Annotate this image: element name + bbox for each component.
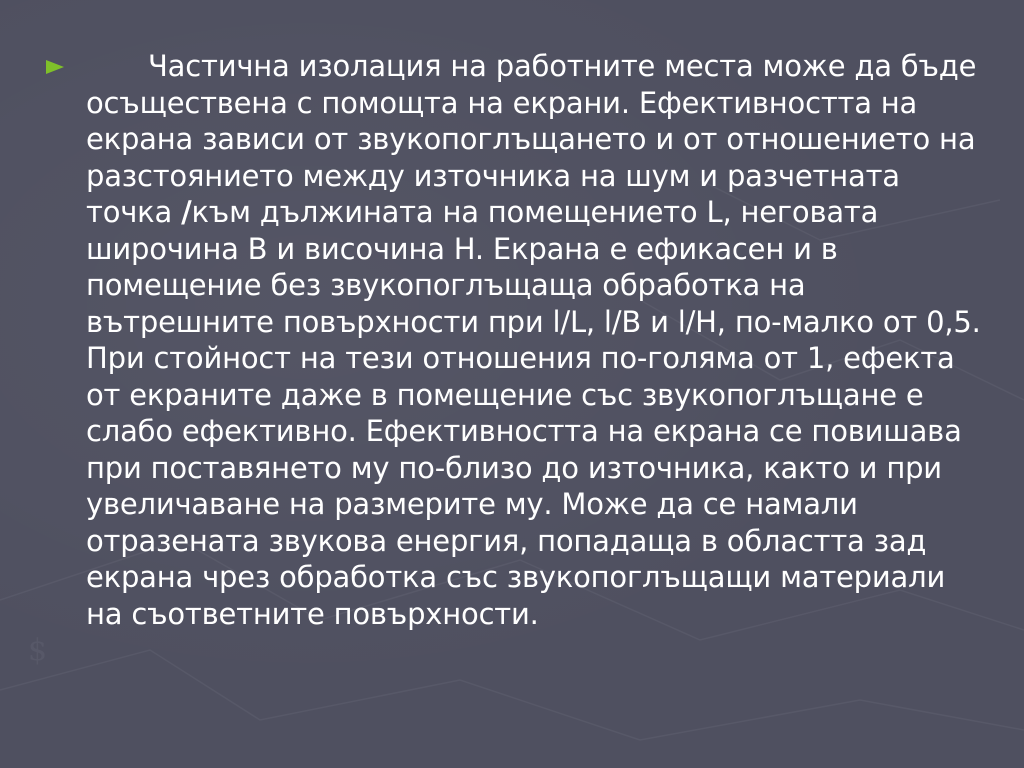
body-paragraph [86, 48, 986, 632]
paragraph-slash: / [181, 195, 192, 229]
paragraph-text-part1: Частична изолация на работните места може да бъде осъществена с помощта на екрани. Ефективността на екрана зависи от звукопоглъщането и от отношението на разстоянието между източника на шум и разчетната точка [86, 49, 977, 229]
triangle-bullet-icon [46, 60, 64, 74]
svg-text:$: $ [28, 633, 48, 668]
paragraph-text-part2: към дължината на помещението L, неговата широчина B и височина H. Екрана е ефикасен и в помещение без звукопоглъщаща обработка на вътрешните повърхности при l/L, l/B и l/H, по-малко от 0,5. При стойност на тези отношения по-голяма от 1, ефекта от екраните даже в помещение със звукопоглъщане е слабо ефективно. Ефективността на екрана се повишава при поставянето му по-близо до източника, както и при увеличаване на размерите му. Може да се намали отразената звукова енергия, попадаща в областта зад екрана чрез обработка със звукопоглъщащи материали на съответните повърхности. [86, 195, 981, 631]
